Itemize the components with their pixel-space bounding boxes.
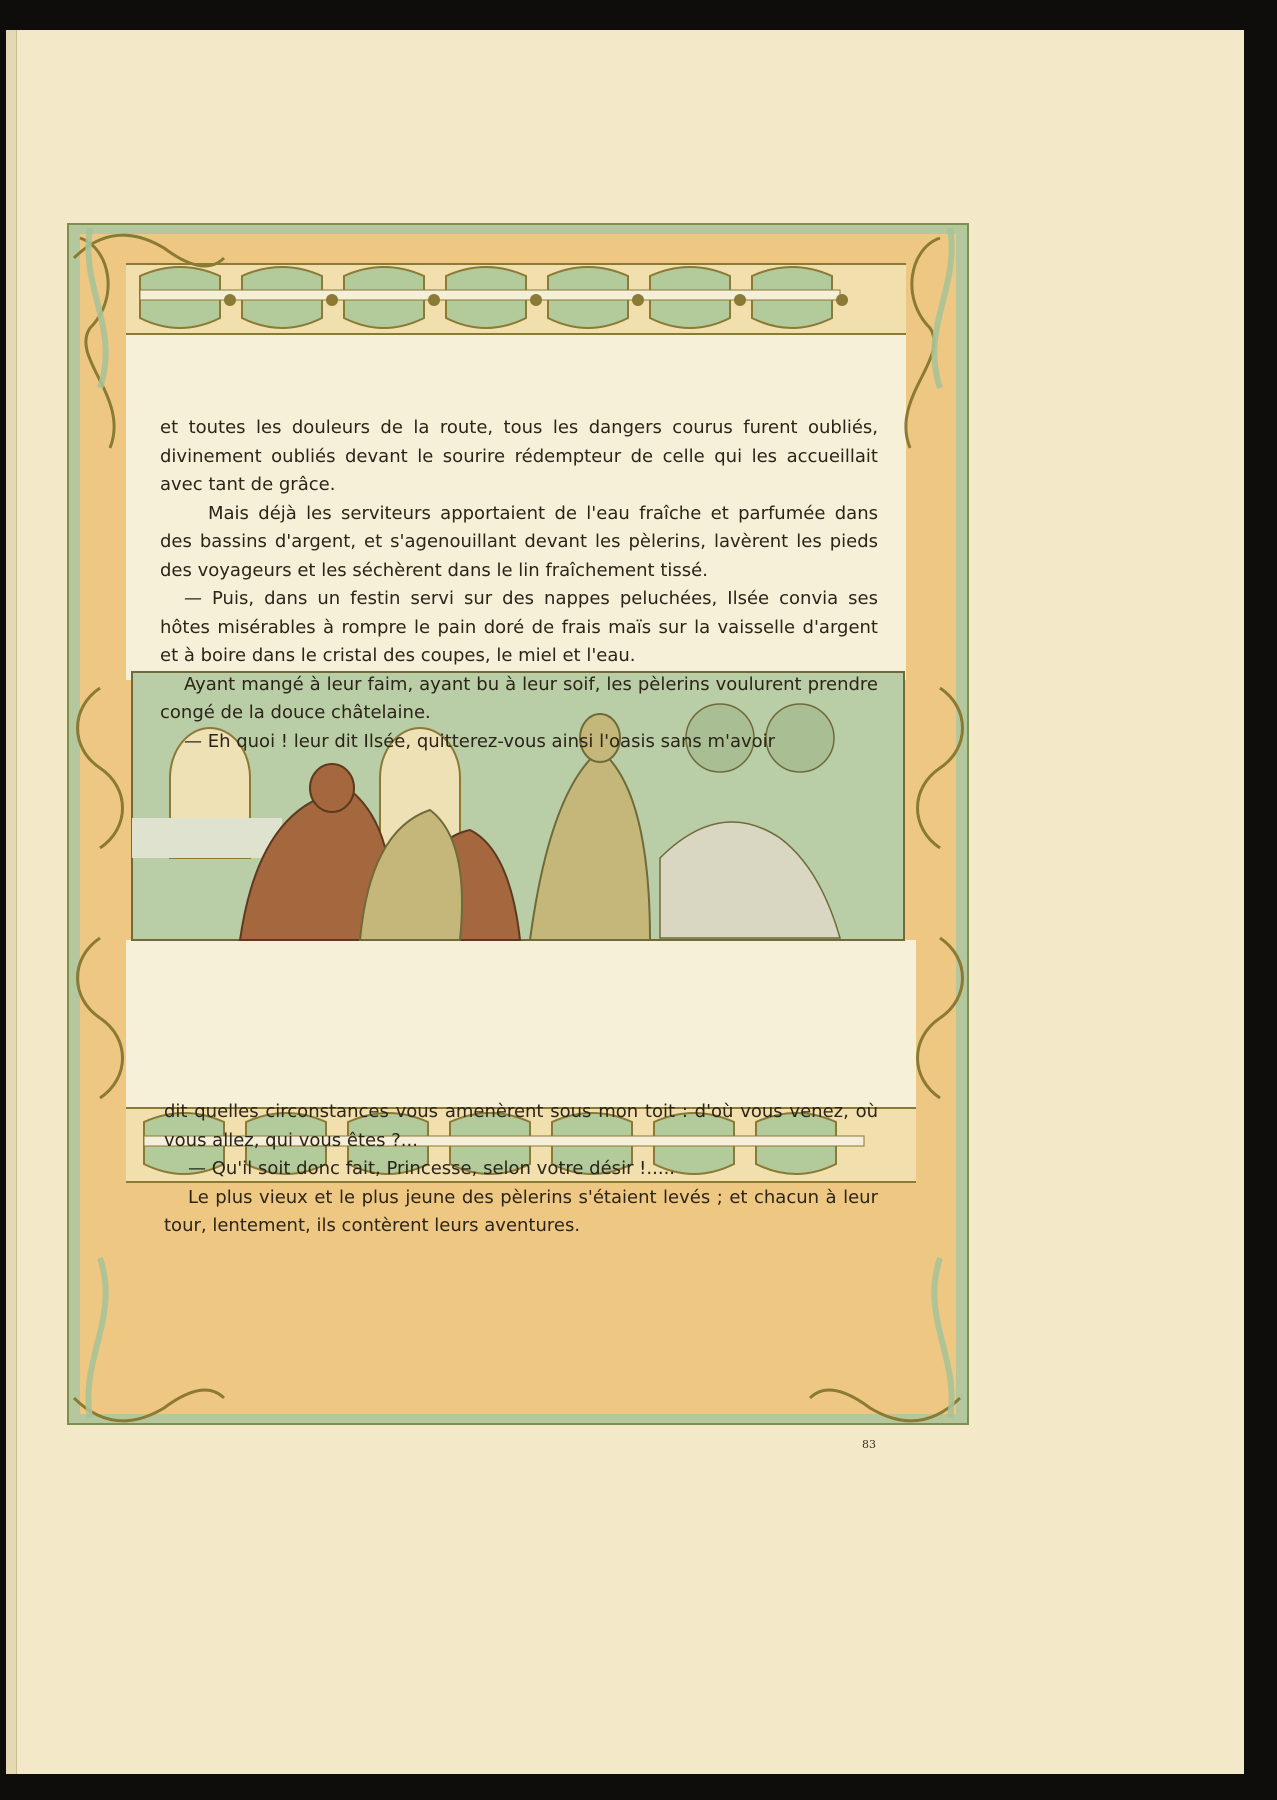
paragraph: Le plus vieux et le plus jeune des pèlerins s'étaient levés ; et chacun à leur tour, lentement, ils contèrent leurs aventures. <box>164 1186 878 1236</box>
upper-text-block <box>160 414 878 756</box>
paragraph: — Eh quoi ! leur dit Ilsée, quitterez-vous ainsi l'oasis sans m'avoir <box>184 730 776 752</box>
lower-text-panel <box>126 940 916 1108</box>
paragraph: Ayant mangé à leur faim, ayant bu à leur soif, les pèlerins voulurent prendre congé de la douce châtelaine. <box>160 673 878 723</box>
paragraph: et toutes les douleurs de la route, tous les dangers courus furent oubliés, divinement oubliés devant le sourire rédempteur de celle qui les accueillait avec tant de grâce. <box>160 417 878 495</box>
paragraph: dit quelles circonstances vous amenèrent sous mon toit : d'où vous venez, où vous allez, qui vous êtes ?... <box>164 1101 878 1151</box>
paragraph: — Puis, dans un festin servi sur des nappes peluchées, Ilsée convia ses hôtes misérables à rompre le pain doré de frais maïs sur la vaisselle d'argent et à boire dans le cristal des coupes, le miel et l'eau. <box>160 588 878 666</box>
lower-text-block <box>164 1098 878 1241</box>
page-number: 83 <box>862 1438 876 1451</box>
top-ornament-band <box>126 264 906 334</box>
page-binding-edge <box>6 30 17 1774</box>
paragraph: Mais déjà les serviteurs apportaient de l'eau fraîche et parfumée dans des bassins d'argent, et s'agenouillant devant les pèlerins, lavèrent les pieds des voyageurs et les séchèrent dans le lin fraîchement tissé. <box>160 502 878 581</box>
paragraph: — Qu'il soit donc fait, Princesse, selon votre désir !..... <box>188 1158 676 1179</box>
ornamental-frame <box>60 218 982 1430</box>
